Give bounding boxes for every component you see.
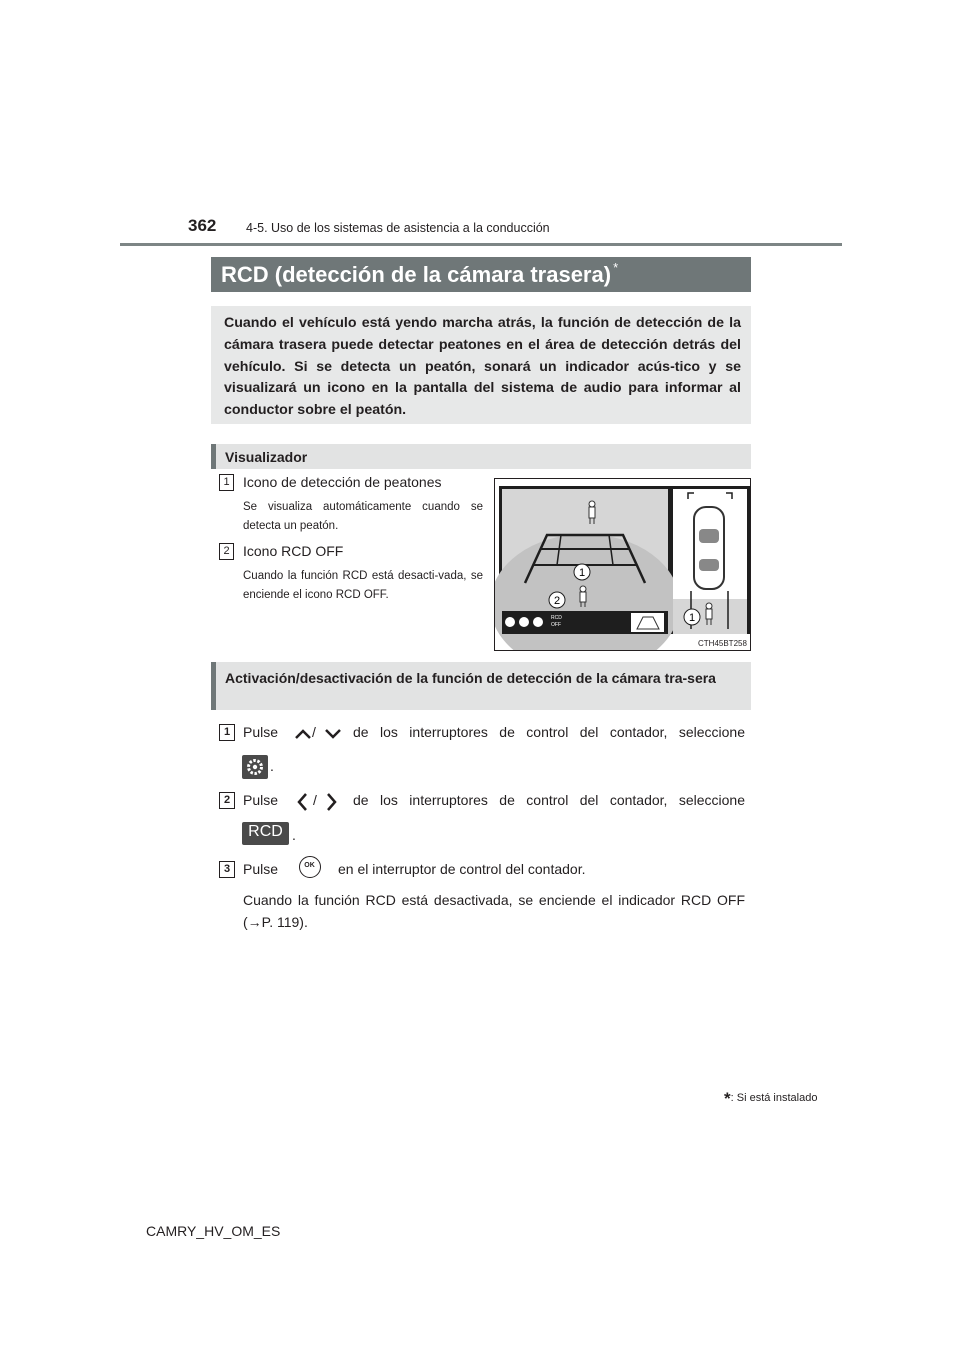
step-number-1: 1	[219, 724, 235, 741]
step-2-period: .	[292, 827, 296, 843]
page-title-text: RCD (detección de la cámara trasera)	[221, 262, 612, 287]
rcd-off-icon-line2: OFF	[551, 622, 561, 628]
page-title	[221, 262, 618, 288]
footnote-asterisk: *	[724, 1089, 731, 1108]
status-icons	[505, 617, 543, 627]
callout-1-top-view-label: 1	[688, 612, 696, 624]
item-number-2: 2	[219, 543, 234, 560]
step-1-text: de los interruptores de control del contador, seleccione	[353, 724, 745, 740]
camera-display-illustration	[495, 479, 750, 650]
vehicle-top-icon	[694, 507, 724, 589]
display-section-heading	[211, 444, 751, 469]
item-title-1: Icono de detección de peatones	[243, 474, 442, 490]
ok-button-label: OK	[304, 862, 315, 869]
callout-2-camera-label: 2	[553, 595, 561, 607]
arrow-up-icon	[294, 728, 312, 740]
step-1-pulse: Pulse	[243, 724, 279, 740]
figure-code: CTH45BT258	[698, 639, 747, 648]
callout-2-camera	[549, 592, 565, 608]
page-number: 362	[188, 216, 217, 235]
step-3-pulse: Pulse	[243, 861, 279, 877]
installed-asterisk: *	[613, 260, 619, 275]
item-title-2: Icono RCD OFF	[243, 543, 344, 559]
step-2-slash: /	[313, 792, 317, 808]
step-1-period: .	[270, 758, 274, 774]
item-number-1: 1	[219, 474, 234, 491]
callout-1-camera	[574, 564, 590, 580]
activation-heading-text: Activación/desactivación de la función de detección de la cámara tra-sera	[225, 670, 716, 686]
item-description-2: Cuando la función RCD está desacti-vada, se enciende el icono RCD OFF.	[243, 570, 483, 601]
footnote-text: : Si está instalado	[730, 1092, 818, 1104]
ok-button-icon	[299, 856, 321, 878]
arrow-right-icon	[326, 792, 338, 812]
step-2-text: de los interruptores de control del contador, seleccione	[353, 792, 745, 808]
intro-paragraph: Cuando el vehículo está yendo marcha atrás, la función de detección de la cámara trasera puede detectar peatones en el área de detección detrás del vehículo. Si se detecta un peatón, sonará un indicador acús-tico y se visualizará un icono en la pantalla del sistema de audio para informar al conductor sobre el peatón.	[224, 315, 741, 419]
callout-1-top-view	[684, 609, 700, 625]
step-number-3: 3	[219, 861, 235, 878]
arrow-down-icon	[324, 728, 342, 740]
step-3-note: Cuando la función RCD está desactivada, se enciende el indicador RCD OFF (→P. 119).	[243, 892, 745, 930]
header-divider	[120, 243, 842, 246]
activation-section-heading	[211, 662, 751, 710]
rear-camera-screen-figure	[494, 478, 751, 651]
step-number-2: 2	[219, 792, 235, 809]
callout-1-camera-label: 1	[578, 567, 586, 579]
step-3-text: en el interruptor de control del contador.	[338, 861, 586, 877]
rcd-off-icon-line1: RCD	[551, 615, 562, 621]
display-heading-text: Visualizador	[225, 449, 308, 465]
settings-gear-icon	[242, 755, 268, 779]
rcd-menu-icon-label: RCD	[248, 823, 283, 840]
rcd-menu-icon	[242, 822, 289, 845]
step-1-slash: /	[312, 724, 316, 740]
step-2-pulse: Pulse	[243, 792, 279, 808]
manual-id: CAMRY_HV_OM_ES	[146, 1223, 281, 1239]
section-breadcrumb: 4-5. Uso de los sistemas de asistencia a la conducción	[246, 221, 550, 235]
arrow-left-icon	[296, 792, 308, 812]
item-description-1: Se visualiza automáticamente cuando se detecta un peatón.	[243, 501, 483, 532]
footnote	[724, 1086, 817, 1106]
